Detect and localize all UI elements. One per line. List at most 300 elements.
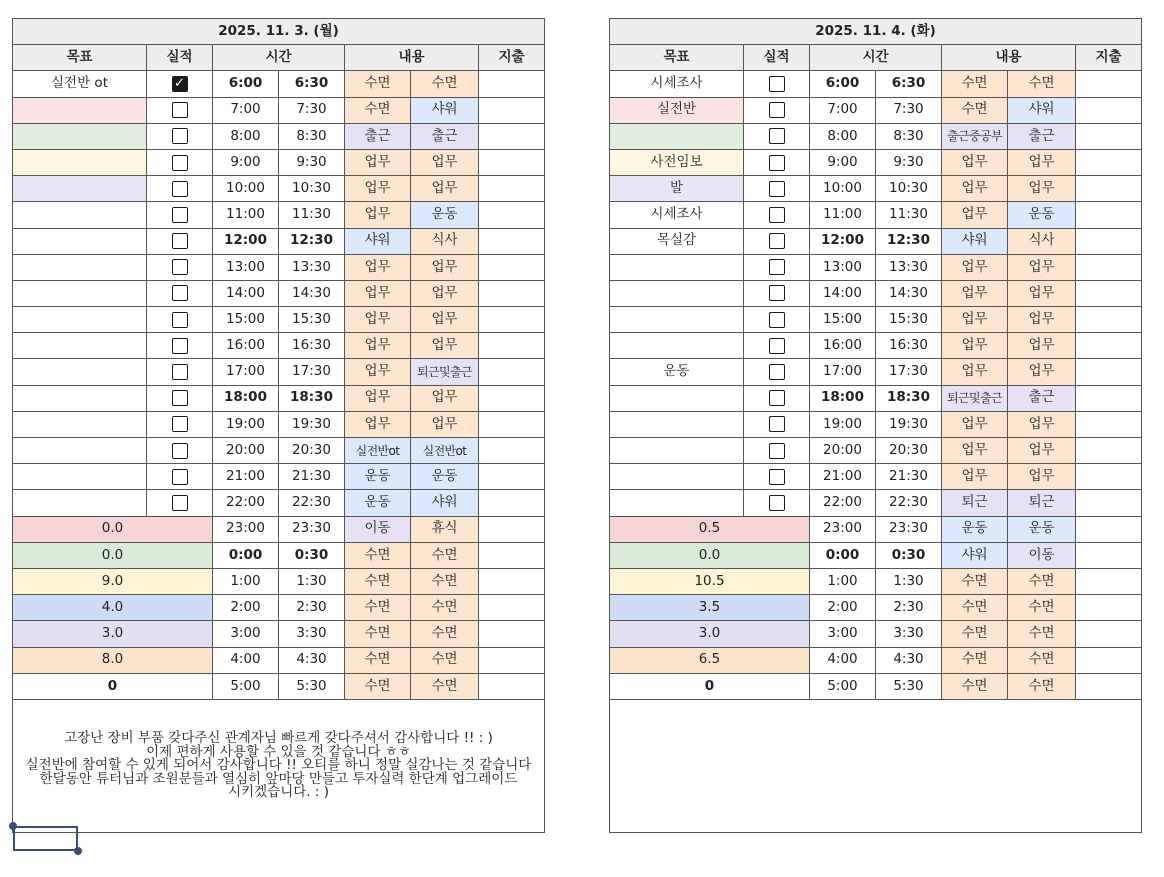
summary-value[interactable]: 0.5 — [610, 516, 810, 542]
expense-cell[interactable] — [1076, 385, 1142, 411]
summary-value[interactable]: 0 — [610, 673, 810, 699]
expense-cell[interactable] — [479, 123, 545, 149]
content-cell[interactable]: 식사 — [1008, 228, 1076, 254]
checkbox[interactable] — [172, 338, 188, 354]
goal-cell[interactable]: 목실감 — [610, 228, 744, 254]
expense-cell[interactable] — [479, 149, 545, 175]
goal-cell[interactable] — [13, 123, 147, 149]
selection-handle-top-left[interactable] — [9, 822, 17, 830]
content-cell[interactable]: 샤워 — [411, 97, 479, 123]
content-cell[interactable]: 수면 — [345, 647, 411, 673]
content-cell[interactable]: 수면 — [1008, 595, 1076, 621]
content-cell[interactable]: 업무 — [942, 254, 1008, 280]
goal-cell[interactable] — [610, 490, 744, 516]
checkbox[interactable] — [172, 416, 188, 432]
content-cell[interactable]: 수면 — [1008, 568, 1076, 594]
goal-cell[interactable] — [610, 411, 744, 437]
expense-cell[interactable] — [479, 97, 545, 123]
expense-cell[interactable] — [479, 385, 545, 411]
goal-cell[interactable] — [13, 307, 147, 333]
actual-cell — [147, 464, 213, 490]
goal-cell[interactable]: 운동 — [610, 359, 744, 385]
summary-row — [13, 647, 545, 673]
goal-cell[interactable] — [13, 280, 147, 306]
goal-cell[interactable] — [13, 359, 147, 385]
summary-value[interactable]: 3.5 — [610, 595, 810, 621]
checkbox-checked[interactable]: ✓ — [172, 76, 188, 92]
content-cell[interactable]: 업무 — [345, 280, 411, 306]
content-cell[interactable]: 업무 — [942, 280, 1008, 306]
schedule-row — [610, 307, 1142, 333]
expense-cell[interactable] — [1076, 647, 1142, 673]
content-cell[interactable]: 업무 — [1008, 149, 1076, 175]
expense-cell[interactable] — [479, 333, 545, 359]
content-cell[interactable]: 운동 — [411, 464, 479, 490]
header-time: 시간 — [810, 45, 942, 71]
expense-cell[interactable] — [1076, 673, 1142, 699]
content-cell[interactable]: 샤워 — [942, 228, 1008, 254]
expense-cell[interactable] — [1076, 254, 1142, 280]
expense-cell[interactable] — [479, 490, 545, 516]
selection-handle-bottom-right[interactable] — [74, 847, 82, 855]
content-cell[interactable]: 운동 — [1008, 202, 1076, 228]
content-cell[interactable]: 업무 — [345, 333, 411, 359]
content-cell[interactable]: 운동 — [942, 516, 1008, 542]
content-cell[interactable]: 수면 — [411, 647, 479, 673]
checkbox[interactable] — [769, 364, 785, 380]
goal-cell[interactable] — [13, 411, 147, 437]
actual-cell — [744, 228, 810, 254]
content-cell[interactable]: 수면 — [1008, 673, 1076, 699]
checkbox[interactable] — [769, 259, 785, 275]
content-cell[interactable]: 업무 — [411, 254, 479, 280]
time-start: 15:00 — [213, 307, 279, 333]
content-cell[interactable]: 업무 — [1008, 333, 1076, 359]
expense-cell[interactable] — [1076, 71, 1142, 97]
content-cell[interactable]: 수면 — [345, 542, 411, 568]
summary-value[interactable]: 4.0 — [13, 595, 213, 621]
checkbox[interactable] — [769, 285, 785, 301]
goal-cell[interactable] — [13, 333, 147, 359]
goal-cell[interactable]: 시세조사 — [610, 202, 744, 228]
checkbox[interactable] — [769, 155, 785, 171]
expense-cell[interactable] — [1076, 411, 1142, 437]
content-cell[interactable]: 업무 — [1008, 438, 1076, 464]
goal-cell[interactable] — [13, 149, 147, 175]
expense-cell[interactable] — [1076, 438, 1142, 464]
actual-cell — [147, 228, 213, 254]
time-start: 12:00 — [213, 228, 279, 254]
content-cell[interactable]: 업무 — [1008, 359, 1076, 385]
content-cell[interactable]: 수면 — [411, 71, 479, 97]
content-cell[interactable]: 업무 — [345, 385, 411, 411]
content-cell[interactable]: 퇴근및출근 — [942, 385, 1008, 411]
expense-cell[interactable] — [1076, 202, 1142, 228]
time-end: 22:30 — [279, 490, 345, 516]
goal-cell[interactable] — [610, 333, 744, 359]
summary-row — [610, 673, 1142, 699]
expense-cell[interactable] — [479, 228, 545, 254]
goal-cell[interactable]: 실전반 — [610, 97, 744, 123]
content-cell[interactable]: 퇴근 — [942, 490, 1008, 516]
actual-cell — [744, 307, 810, 333]
checkbox[interactable] — [172, 155, 188, 171]
time-start: 14:00 — [213, 280, 279, 306]
time-end: 22:30 — [876, 490, 942, 516]
expense-cell[interactable] — [479, 176, 545, 202]
content-cell[interactable]: 수면 — [345, 595, 411, 621]
checkbox[interactable] — [172, 443, 188, 459]
expense-cell[interactable] — [1076, 595, 1142, 621]
goal-cell[interactable]: 사전임보 — [610, 149, 744, 175]
actual-cell — [744, 385, 810, 411]
note-cell[interactable] — [610, 699, 1142, 832]
content-cell[interactable]: 업무 — [942, 307, 1008, 333]
time-start: 21:00 — [810, 464, 876, 490]
expense-cell[interactable] — [1076, 149, 1142, 175]
time-end: 17:30 — [279, 359, 345, 385]
content-cell[interactable]: 업무 — [411, 280, 479, 306]
note-line: 고장난 장비 부품 갖다주신 관계자님 빠르게 갖다주셔서 감사합니다 !! : ) — [64, 730, 493, 747]
time-end: 21:30 — [876, 464, 942, 490]
content-cell[interactable]: 수면 — [1008, 647, 1076, 673]
time-end: 14:30 — [279, 280, 345, 306]
expense-cell[interactable] — [479, 438, 545, 464]
expense-cell[interactable] — [479, 71, 545, 97]
checkbox[interactable] — [172, 207, 188, 223]
content-cell[interactable]: 업무 — [1008, 307, 1076, 333]
content-cell[interactable]: 업무 — [345, 176, 411, 202]
time-end: 5:30 — [876, 673, 942, 699]
content-cell[interactable]: 업무 — [411, 333, 479, 359]
content-cell[interactable]: 업무 — [1008, 411, 1076, 437]
content-cell[interactable]: 운동 — [411, 202, 479, 228]
goal-cell[interactable] — [13, 464, 147, 490]
goal-cell[interactable]: 실전반 ot — [13, 71, 147, 97]
content-cell[interactable]: 수면 — [942, 568, 1008, 594]
content-cell[interactable]: 샤워 — [1008, 97, 1076, 123]
checkbox[interactable] — [769, 443, 785, 459]
time-start: 0:00 — [213, 542, 279, 568]
note-line: 실전반에 참여할 수 있게 되어서 감사합니다 !! 오티를 하니 정말 실감나는 것 같습니다 — [25, 757, 532, 774]
summary-value[interactable]: 6.5 — [610, 647, 810, 673]
content-cell[interactable]: 업무 — [345, 411, 411, 437]
expense-cell[interactable] — [1076, 280, 1142, 306]
expense-cell[interactable] — [479, 542, 545, 568]
content-cell[interactable]: 업무 — [345, 359, 411, 385]
content-cell[interactable]: 출근 — [1008, 385, 1076, 411]
content-cell[interactable]: 퇴근및출근 — [411, 359, 479, 385]
goal-cell[interactable] — [13, 254, 147, 280]
content-cell[interactable]: 수면 — [345, 621, 411, 647]
content-cell[interactable]: 업무 — [1008, 176, 1076, 202]
checkbox[interactable] — [769, 495, 785, 511]
time-start: 1:00 — [810, 568, 876, 594]
goal-cell[interactable] — [13, 97, 147, 123]
content-cell[interactable]: 샤워 — [411, 490, 479, 516]
content-cell[interactable]: 퇴근 — [1008, 490, 1076, 516]
content-cell[interactable]: 출근 — [1008, 123, 1076, 149]
checkbox[interactable] — [769, 338, 785, 354]
goal-cell[interactable] — [13, 385, 147, 411]
content-cell[interactable]: 업무 — [942, 411, 1008, 437]
checkbox[interactable] — [769, 207, 785, 223]
goal-cell[interactable] — [610, 385, 744, 411]
expense-cell[interactable] — [1076, 621, 1142, 647]
summary-row — [610, 621, 1142, 647]
checkbox[interactable] — [172, 364, 188, 380]
expense-cell[interactable] — [1076, 176, 1142, 202]
checkbox[interactable] — [172, 495, 188, 511]
note-cell[interactable] — [13, 699, 545, 832]
content-cell[interactable]: 실전반ot — [345, 438, 411, 464]
time-end: 11:30 — [279, 202, 345, 228]
actual-cell — [147, 333, 213, 359]
content-cell[interactable]: 식사 — [411, 228, 479, 254]
time-end: 17:30 — [876, 359, 942, 385]
content-cell[interactable]: 수면 — [345, 71, 411, 97]
time-end: 18:30 — [279, 385, 345, 411]
summary-row — [13, 595, 545, 621]
expense-cell[interactable] — [1076, 228, 1142, 254]
content-cell[interactable]: 수면 — [942, 621, 1008, 647]
content-cell[interactable]: 수면 — [345, 97, 411, 123]
actual-cell — [744, 97, 810, 123]
checkbox[interactable] — [769, 312, 785, 328]
summary-row — [13, 542, 545, 568]
content-cell[interactable]: 업무 — [942, 149, 1008, 175]
expense-cell[interactable] — [1076, 542, 1142, 568]
time-start: 9:00 — [810, 149, 876, 175]
content-cell[interactable]: 이동 — [345, 516, 411, 542]
content-cell[interactable]: 출근 — [345, 123, 411, 149]
checkbox[interactable] — [769, 416, 785, 432]
expense-cell[interactable] — [479, 647, 545, 673]
content-cell[interactable]: 운동 — [345, 490, 411, 516]
expense-cell[interactable] — [479, 411, 545, 437]
time-start: 17:00 — [810, 359, 876, 385]
goal-cell[interactable]: 시세조사 — [610, 71, 744, 97]
expense-cell[interactable] — [1076, 516, 1142, 542]
content-cell[interactable]: 수면 — [942, 673, 1008, 699]
time-end: 23:30 — [876, 516, 942, 542]
content-cell[interactable]: 운동 — [1008, 516, 1076, 542]
summary-value[interactable]: 0.0 — [610, 542, 810, 568]
goal-cell[interactable] — [13, 438, 147, 464]
content-cell[interactable]: 수면 — [345, 673, 411, 699]
checkbox[interactable] — [769, 390, 785, 406]
time-end: 13:30 — [876, 254, 942, 280]
content-cell[interactable]: 업무 — [345, 307, 411, 333]
time-start: 7:00 — [810, 97, 876, 123]
goal-cell[interactable] — [610, 280, 744, 306]
time-start: 17:00 — [213, 359, 279, 385]
checkbox[interactable] — [769, 128, 785, 144]
time-end: 20:30 — [279, 438, 345, 464]
expense-cell[interactable] — [1076, 123, 1142, 149]
expense-cell[interactable] — [479, 673, 545, 699]
expense-cell[interactable] — [479, 307, 545, 333]
content-cell[interactable]: 샤워 — [942, 542, 1008, 568]
header-content: 내용 — [345, 45, 479, 71]
expense-cell[interactable] — [1076, 359, 1142, 385]
actual-cell — [147, 97, 213, 123]
header-actual: 실적 — [744, 45, 810, 71]
content-cell[interactable]: 수면 — [942, 97, 1008, 123]
content-cell[interactable]: 수면 — [1008, 71, 1076, 97]
schedule-row — [610, 385, 1142, 411]
checkbox[interactable] — [172, 102, 188, 118]
time-end: 7:30 — [876, 97, 942, 123]
summary-value[interactable]: 0.0 — [13, 542, 213, 568]
time-start: 21:00 — [213, 464, 279, 490]
goal-cell[interactable] — [610, 123, 744, 149]
time-start: 7:00 — [213, 97, 279, 123]
content-cell[interactable]: 수면 — [411, 595, 479, 621]
time-start: 19:00 — [810, 411, 876, 437]
content-cell[interactable]: 출근 — [411, 123, 479, 149]
expense-cell[interactable] — [479, 621, 545, 647]
content-cell[interactable]: 수면 — [942, 595, 1008, 621]
content-cell[interactable]: 업무 — [411, 307, 479, 333]
checkbox[interactable] — [172, 390, 188, 406]
goal-cell[interactable] — [610, 464, 744, 490]
summary-row — [13, 516, 545, 542]
time-start: 6:00 — [810, 71, 876, 97]
content-cell[interactable]: 업무 — [1008, 254, 1076, 280]
cell-selection-box[interactable] — [13, 826, 78, 851]
time-end: 0:30 — [876, 542, 942, 568]
schedule-row — [13, 176, 545, 202]
goal-cell[interactable] — [13, 490, 147, 516]
content-cell[interactable]: 샤워 — [345, 228, 411, 254]
actual-cell — [147, 438, 213, 464]
goal-cell[interactable] — [610, 254, 744, 280]
content-cell[interactable]: 수면 — [411, 568, 479, 594]
content-cell[interactable]: 수면 — [345, 568, 411, 594]
time-end: 14:30 — [876, 280, 942, 306]
time-end: 10:30 — [876, 176, 942, 202]
expense-cell[interactable] — [1076, 464, 1142, 490]
header-goal: 목표 — [610, 45, 744, 71]
content-cell[interactable]: 업무 — [345, 149, 411, 175]
time-start: 20:00 — [213, 438, 279, 464]
checkbox[interactable] — [769, 76, 785, 92]
content-cell[interactable]: 수면 — [411, 673, 479, 699]
content-cell[interactable]: 수면 — [942, 71, 1008, 97]
content-cell[interactable]: 수면 — [411, 621, 479, 647]
content-cell[interactable]: 업무 — [1008, 280, 1076, 306]
content-cell[interactable]: 업무 — [1008, 464, 1076, 490]
checkbox[interactable] — [769, 233, 785, 249]
expense-cell[interactable] — [1076, 307, 1142, 333]
expense-cell[interactable] — [479, 280, 545, 306]
content-cell[interactable]: 업무 — [942, 359, 1008, 385]
header-content: 내용 — [942, 45, 1076, 71]
expense-cell[interactable] — [479, 464, 545, 490]
time-start: 16:00 — [213, 333, 279, 359]
header-time: 시간 — [213, 45, 345, 71]
content-cell[interactable]: 업무 — [411, 411, 479, 437]
summary-value[interactable]: 0 — [13, 673, 213, 699]
goal-cell[interactable]: 발 — [610, 176, 744, 202]
time-end: 20:30 — [876, 438, 942, 464]
expense-cell[interactable] — [1076, 97, 1142, 123]
summary-value[interactable]: 10.5 — [610, 568, 810, 594]
content-cell[interactable]: 업무 — [411, 149, 479, 175]
goal-cell[interactable] — [13, 202, 147, 228]
checkbox[interactable] — [172, 469, 188, 485]
schedule-row — [610, 202, 1142, 228]
time-start: 9:00 — [213, 149, 279, 175]
time-start: 6:00 — [213, 71, 279, 97]
content-cell[interactable]: 출근중공부 — [942, 123, 1008, 149]
actual-cell — [744, 333, 810, 359]
goal-cell[interactable] — [13, 176, 147, 202]
summary-value[interactable]: 3.0 — [13, 621, 213, 647]
content-cell[interactable]: 수면 — [942, 647, 1008, 673]
content-cell[interactable]: 휴식 — [411, 516, 479, 542]
expense-cell[interactable] — [479, 595, 545, 621]
content-cell[interactable]: 업무 — [411, 176, 479, 202]
content-cell[interactable]: 업무 — [942, 464, 1008, 490]
checkbox[interactable] — [172, 233, 188, 249]
expense-cell[interactable] — [1076, 333, 1142, 359]
expense-cell[interactable] — [1076, 568, 1142, 594]
content-cell[interactable]: 업무 — [345, 202, 411, 228]
content-cell[interactable]: 운동 — [345, 464, 411, 490]
content-cell[interactable]: 수면 — [411, 542, 479, 568]
time-start: 22:00 — [213, 490, 279, 516]
schedule-row — [13, 385, 545, 411]
checkbox[interactable] — [172, 128, 188, 144]
content-cell[interactable]: 업무 — [942, 333, 1008, 359]
actual-cell — [147, 490, 213, 516]
expense-cell[interactable] — [479, 516, 545, 542]
expense-cell[interactable] — [1076, 490, 1142, 516]
checkbox[interactable] — [172, 259, 188, 275]
expense-cell[interactable] — [479, 254, 545, 280]
checkbox[interactable] — [172, 285, 188, 301]
content-cell[interactable]: 실전반ot — [411, 438, 479, 464]
summary-value[interactable]: 8.0 — [13, 647, 213, 673]
expense-cell[interactable] — [479, 202, 545, 228]
content-cell[interactable]: 업무 — [942, 202, 1008, 228]
content-cell[interactable]: 업무 — [942, 438, 1008, 464]
expense-cell[interactable] — [479, 568, 545, 594]
checkbox[interactable] — [769, 181, 785, 197]
goal-cell[interactable] — [13, 228, 147, 254]
content-cell[interactable]: 업무 — [345, 254, 411, 280]
checkbox[interactable] — [172, 312, 188, 328]
content-cell[interactable]: 이동 — [1008, 542, 1076, 568]
content-cell[interactable]: 업무 — [411, 385, 479, 411]
checkbox[interactable] — [172, 181, 188, 197]
summary-value[interactable]: 3.0 — [610, 621, 810, 647]
expense-cell[interactable] — [479, 359, 545, 385]
checkbox[interactable] — [769, 102, 785, 118]
content-cell[interactable]: 수면 — [1008, 621, 1076, 647]
content-cell[interactable]: 업무 — [942, 176, 1008, 202]
summary-row — [610, 568, 1142, 594]
goal-cell[interactable] — [610, 438, 744, 464]
summary-value[interactable]: 9.0 — [13, 568, 213, 594]
schedule-row — [610, 254, 1142, 280]
summary-value[interactable]: 0.0 — [13, 516, 213, 542]
date-title: 2025. 11. 3. (월) — [13, 19, 545, 45]
goal-cell[interactable] — [610, 307, 744, 333]
checkbox[interactable] — [769, 469, 785, 485]
